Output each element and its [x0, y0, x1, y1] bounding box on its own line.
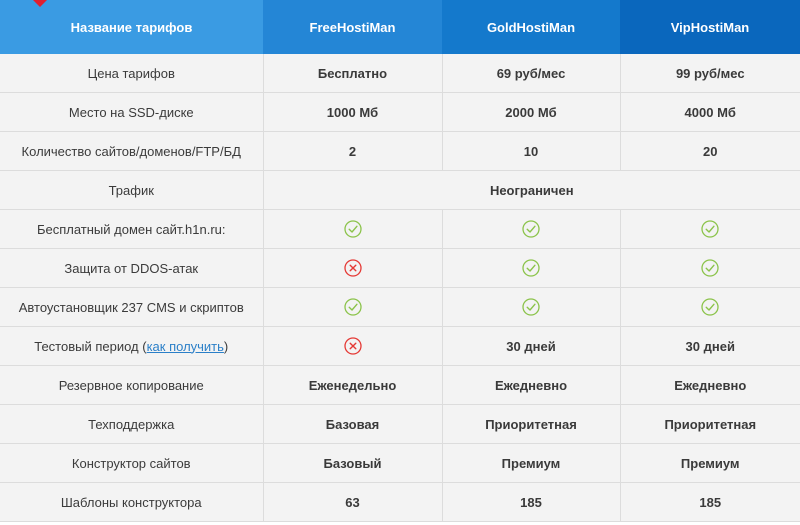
cell-gold: 10 — [442, 132, 620, 171]
check-circle-icon — [522, 220, 540, 238]
cell-free: 63 — [263, 483, 442, 522]
row-label — [0, 327, 263, 366]
cell-gold: 30 дней — [442, 327, 620, 366]
header-plan-gold: GoldHostiMan — [442, 0, 620, 54]
cell-vip — [620, 288, 800, 327]
cell-vip: 99 руб/мес — [620, 54, 800, 93]
header-plan-free: FreeHostiMan — [263, 0, 442, 54]
cell-free: Базовая — [263, 405, 442, 444]
label-suffix: ) — [223, 338, 229, 354]
check-circle-icon — [701, 298, 719, 316]
row-autoinstall — [0, 288, 800, 327]
cell-vip: 185 — [620, 483, 800, 522]
row-label: Техподдержка — [0, 405, 263, 444]
row-label: Количество сайтов/доменов/FTP/БД — [0, 132, 263, 171]
cell-vip: 20 — [620, 132, 800, 171]
row-label: Шаблоны конструктора — [0, 483, 263, 522]
header-plan-vip: VipHostiMan — [620, 0, 800, 54]
row-price — [0, 54, 800, 93]
cell-free: 2 — [263, 132, 442, 171]
cell-free — [263, 288, 442, 327]
row-backup — [0, 366, 800, 405]
check-circle-icon — [522, 298, 540, 316]
cell-free — [263, 327, 442, 366]
cell-free — [263, 249, 442, 288]
row-label: Бесплатный домен сайт.h1n.ru: — [0, 210, 263, 249]
row-free-domain — [0, 210, 800, 249]
cross-circle-icon — [344, 337, 362, 355]
label-prefix: Тестовый период ( — [34, 338, 147, 354]
row-templates — [0, 483, 800, 522]
cell-gold — [442, 288, 620, 327]
cell-free: Бесплатно — [263, 54, 442, 93]
check-circle-icon — [701, 259, 719, 277]
cell-vip — [620, 210, 800, 249]
row-support — [0, 405, 800, 444]
header-plan-name: Название тарифов — [0, 0, 263, 54]
row-traffic — [0, 171, 800, 210]
cell-free: 1000 Мб — [263, 93, 442, 132]
cross-circle-icon — [344, 259, 362, 277]
row-ddos — [0, 249, 800, 288]
row-test-period — [0, 327, 800, 366]
cell-free: Базовый — [263, 444, 442, 483]
row-label: Резервное копирование — [0, 366, 263, 405]
cell-vip — [620, 249, 800, 288]
row-label: Трафик — [0, 171, 263, 210]
cell-gold: Приоритетная — [442, 405, 620, 444]
cell-gold: 185 — [442, 483, 620, 522]
corner-marker-icon — [33, 0, 47, 7]
cell-gold: 2000 Мб — [442, 93, 620, 132]
check-circle-icon — [344, 220, 362, 238]
row-builder — [0, 444, 800, 483]
cell-vip: Ежедневно — [620, 366, 800, 405]
row-label: Автоустановщик 237 CMS и скриптов — [0, 288, 263, 327]
cell-gold: Премиум — [442, 444, 620, 483]
cell-gold: 69 руб/мес — [442, 54, 620, 93]
how-to-get-link[interactable]: как получить — [146, 338, 224, 354]
cell-all-plans: Неограничен — [263, 171, 800, 210]
cell-gold — [442, 249, 620, 288]
row-label: Место на SSD-диске — [0, 93, 263, 132]
cell-vip: 30 дней — [620, 327, 800, 366]
check-circle-icon — [522, 259, 540, 277]
row-label: Защита от DDOS-атак — [0, 249, 263, 288]
cell-gold — [442, 210, 620, 249]
cell-free: Еженедельно — [263, 366, 442, 405]
check-circle-icon — [344, 298, 362, 316]
cell-gold: Ежедневно — [442, 366, 620, 405]
cell-vip: Премиум — [620, 444, 800, 483]
row-label: Цена тарифов — [0, 54, 263, 93]
row-label: Конструктор сайтов — [0, 444, 263, 483]
cell-vip: 4000 Мб — [620, 93, 800, 132]
cell-vip: Приоритетная — [620, 405, 800, 444]
check-circle-icon — [701, 220, 719, 238]
table-header — [0, 0, 800, 54]
cell-free — [263, 210, 442, 249]
row-sites — [0, 132, 800, 171]
header-row — [0, 0, 800, 54]
row-ssd — [0, 93, 800, 132]
